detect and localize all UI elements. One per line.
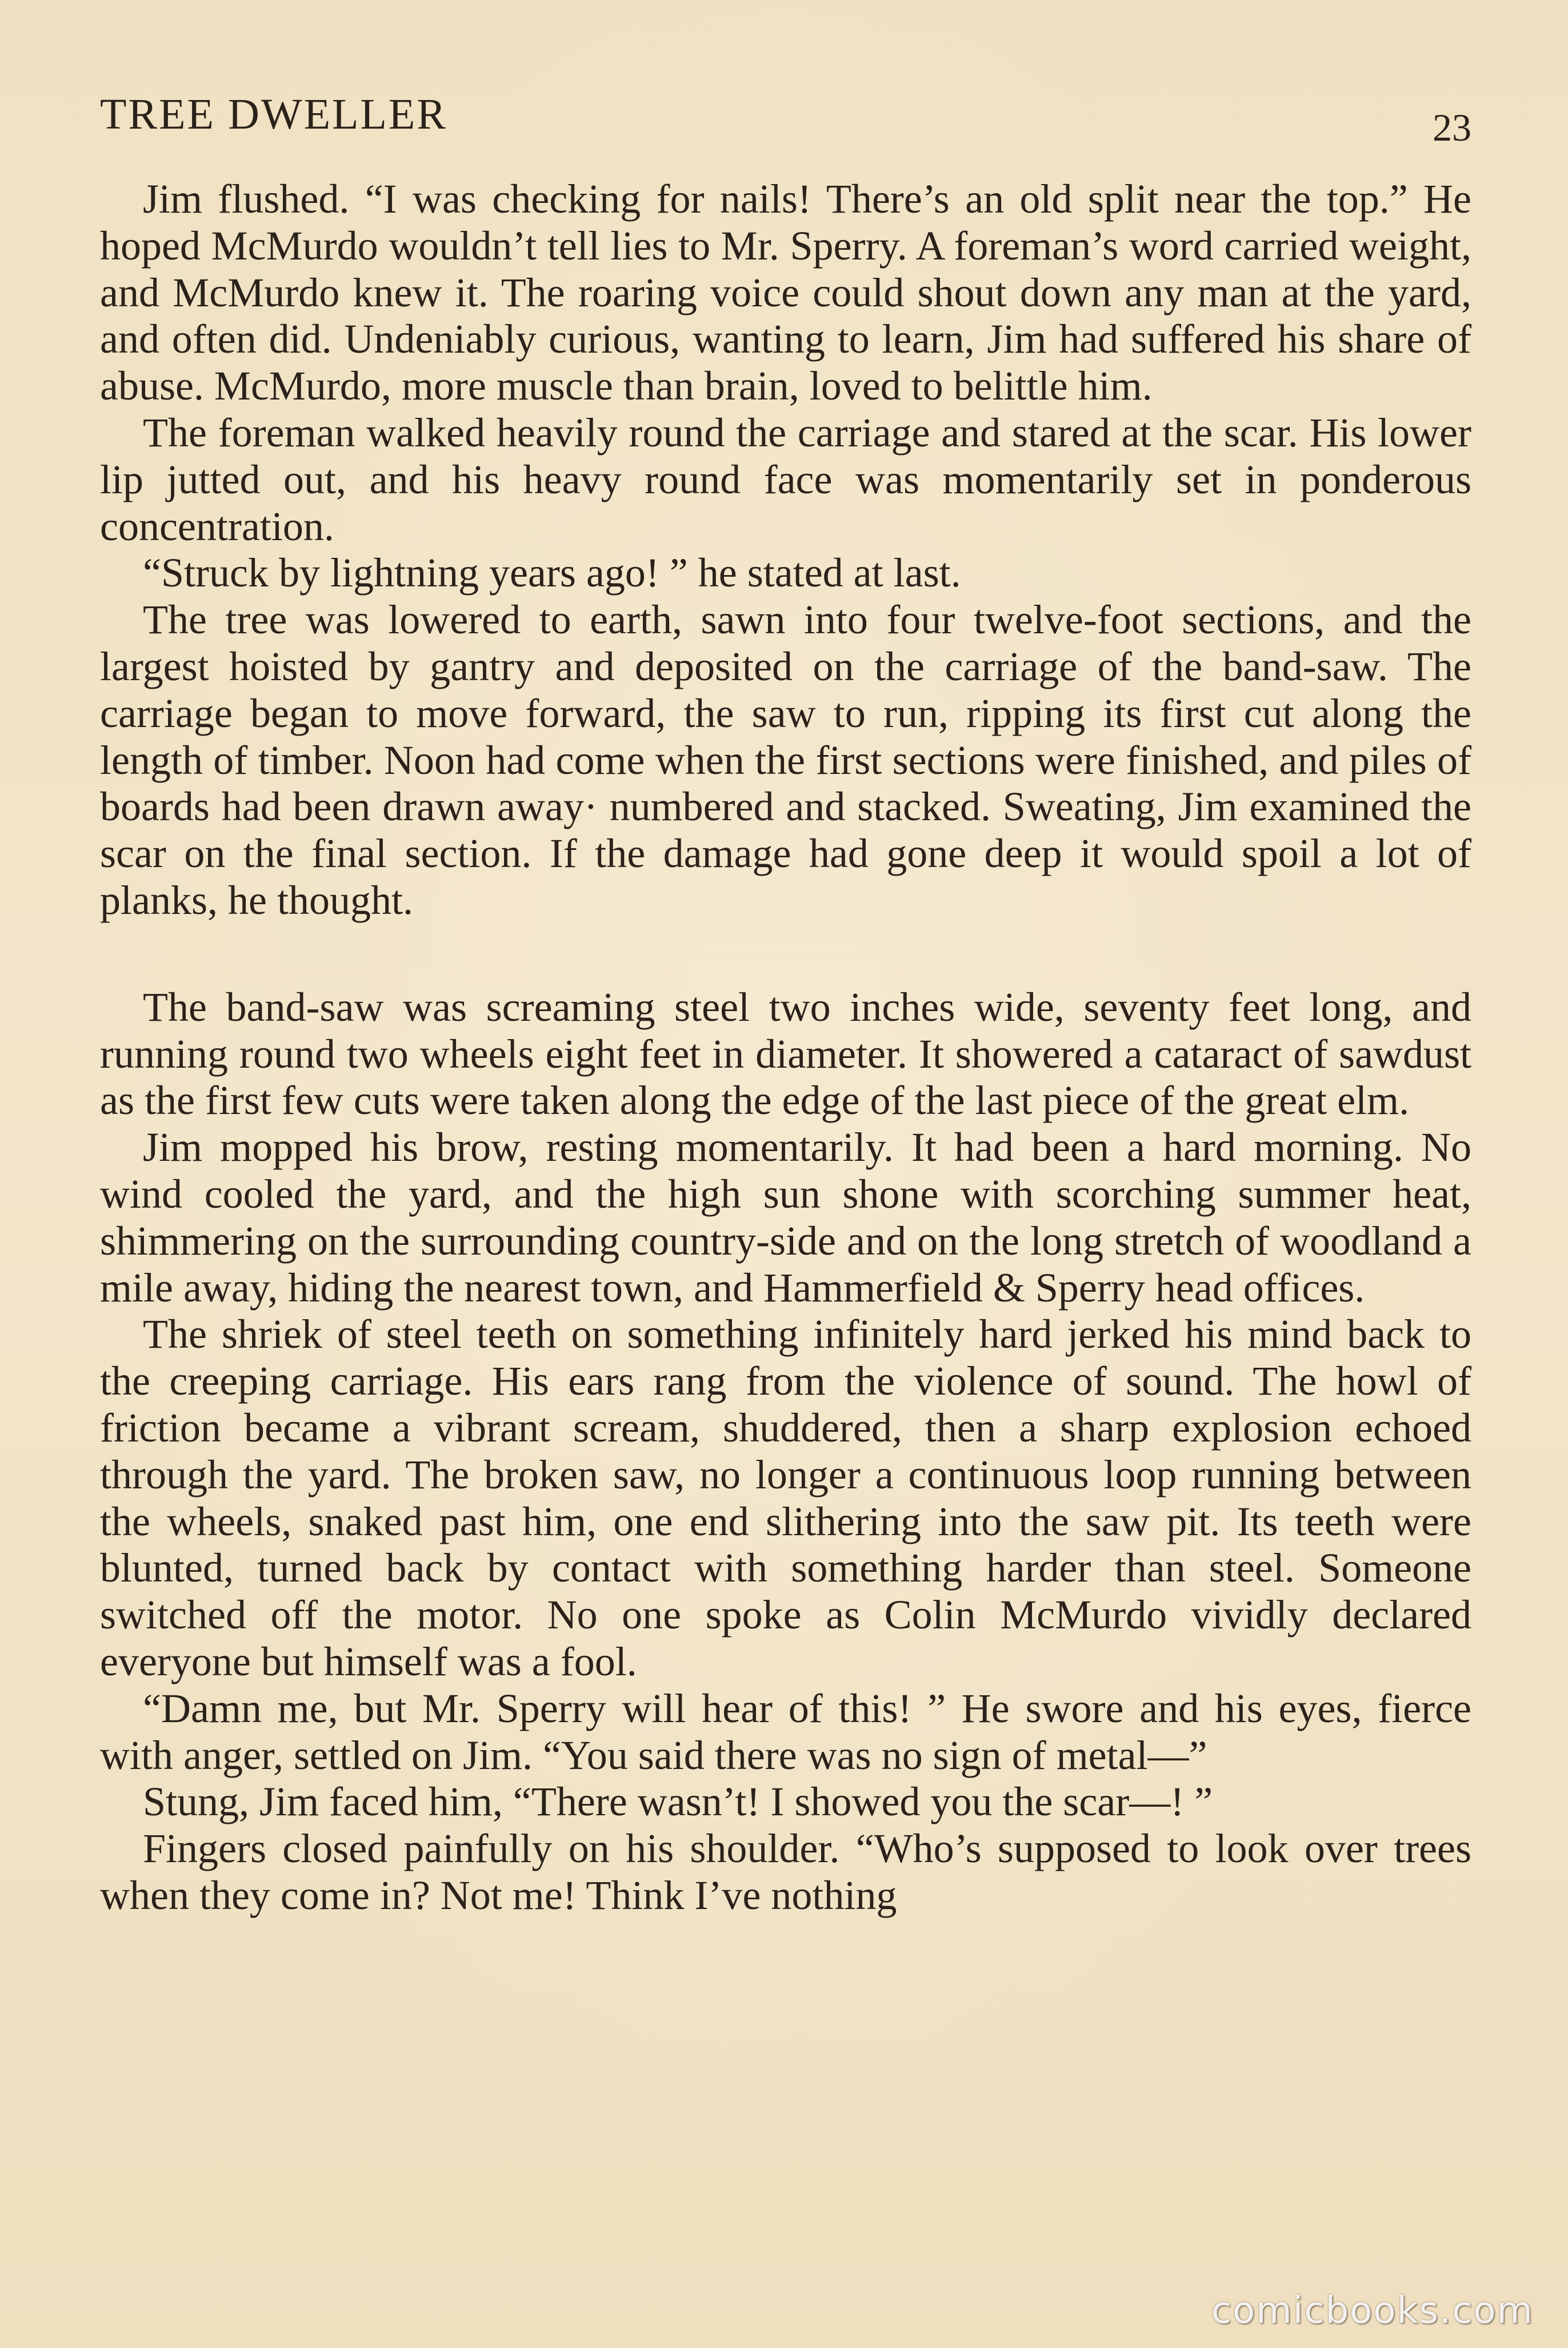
paragraph: Stung, Jim faced him, “There wasn’t! I showed you the scar—! ”: [143, 1779, 1213, 1825]
paragraph: The foreman walked heavily round the carriage and stared at the scar. His lower lip jutted out, and his heavy round face was momentarily set in ponderous concentration.: [100, 409, 1471, 549]
section-break: [100, 924, 1471, 984]
paragraph: Fingers closed painfully on his shoulder. “Who’s supposed to look over trees when they come in? Not me! Think I’ve nothing: [100, 1826, 1471, 1918]
watermark: comicbooks.com: [1211, 2290, 1534, 2332]
paragraph: “Damn me, but Mr. Sperry will hear of this! ” He swore and his eyes, fierce with anger, settled on Jim. “You said there was no sign of metal—”: [100, 1685, 1471, 1778]
paragraph: Jim mopped his brow, resting momentarily. It had been a hard morning. No wind cooled the yard, and the high sun shone with scorching summer heat, shimmering on the surrounding country-side and on the long stretch of woodland a mile away, hiding the nearest town, and Hammerfield & Sperry head offices.: [100, 1124, 1471, 1311]
body-text: [100, 176, 1471, 1919]
paragraph: The tree was lowered to earth, sawn into four twelve-foot sections, and the largest hoisted by gantry and deposited on the carriage of the band-saw. The carriage began to move forward, the saw to run, ripping its first cut along the length of timber. Noon had come when the first sections were finished, and piles of boards had been drawn away· numbered and stacked. Sweating, Jim examined the scar on the final section. If the damage had gone deep it would spoil a lot of planks, he thought.: [100, 597, 1471, 923]
running-title: TREE DWELLER: [100, 90, 447, 138]
paragraph: “Struck by lightning years ago! ” he stated at last.: [143, 550, 961, 596]
paragraph: The shriek of steel teeth on something infinitely hard jerked his mind back to the creeping carriage. His ears rang from the violence of sound. The howl of friction became a vibrant scream, shuddered, then a sharp explosion echoed through the yard. The broken saw, no longer a continuous loop running between the wheels, snaked past him, one end slithering into the saw pit. Its teeth were blunted, turned back by contact with something harder than steel. Someone switched off the motor. No one spoke as Colin McMurdo vividly declared everyone but himself was a fool.: [100, 1311, 1471, 1684]
paragraph: The band-saw was screaming steel two inches wide, seventy feet long, and running round two wheels eight feet in diameter. It showered a cataract of sawdust as the first few cuts were taken along the edge of the last piece of the great elm.: [100, 984, 1471, 1124]
page-number: 23: [1433, 106, 1471, 149]
paragraph: Jim flushed. “I was checking for nails! There’s an old split near the top.” He hoped McMurdo wouldn’t tell lies to Mr. Sperry. A foreman’s word carried weight, and McMurdo knew it. The roaring voice could shout down any man at the yard, and often did. Undeniably curious, wanting to learn, Jim had suffered his share of abuse. McMurdo, more muscle than brain, loved to belittle him.: [100, 176, 1471, 409]
running-header: [100, 86, 1471, 149]
